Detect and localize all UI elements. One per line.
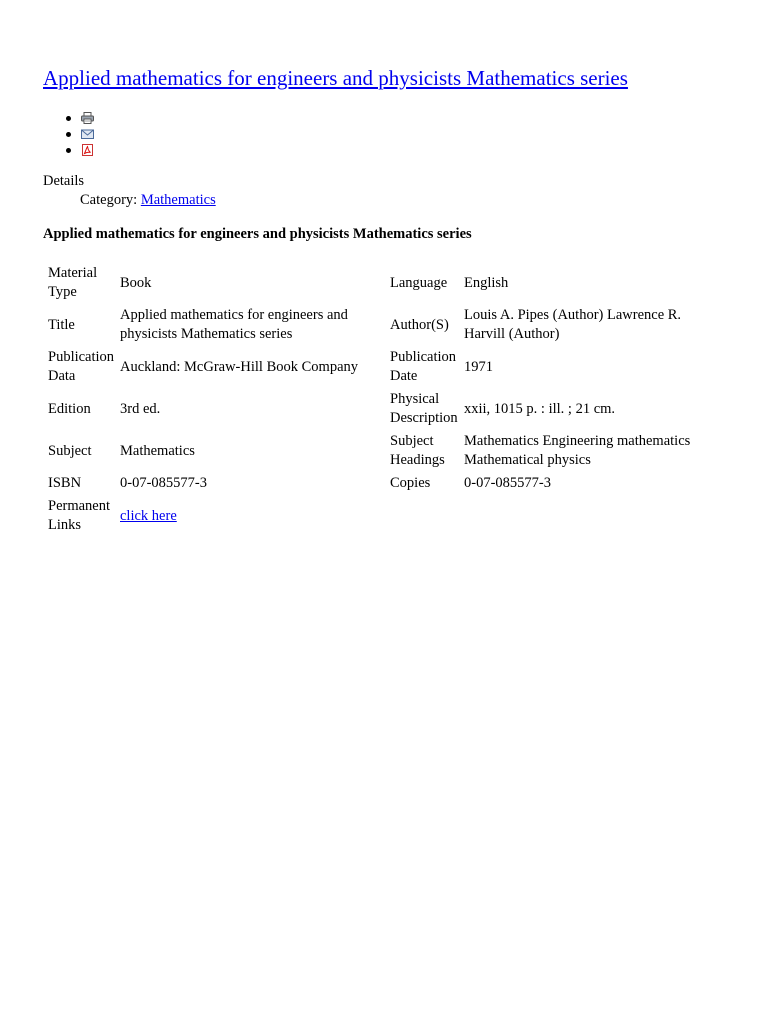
table-row xyxy=(47,263,701,303)
language-label: Language xyxy=(390,274,448,291)
book-heading: Applied mathematics for engineers and physicists Mathematics series xyxy=(43,226,472,242)
permanent-links-cell xyxy=(119,496,387,536)
authors-value: Louis A. Pipes (Author) Lawrence R. Harvill (Author) xyxy=(464,307,682,342)
table-row xyxy=(47,305,701,345)
copies-value: 0-07-085577-3 xyxy=(464,475,551,491)
category-label: Category: xyxy=(80,192,138,208)
book-details-table xyxy=(45,261,703,538)
table-row xyxy=(47,389,701,429)
edition-label: Edition xyxy=(48,400,91,417)
edition-value: 3rd ed. xyxy=(120,400,161,417)
language-value: English xyxy=(464,274,509,291)
physical-description-label: Physical Description xyxy=(390,391,458,426)
publication-date-value: 1971 xyxy=(464,358,493,375)
isbn-label: ISBN xyxy=(48,475,82,491)
subject-headings-label: Subject Headings xyxy=(390,433,445,468)
publication-date-label: Publication Date xyxy=(390,349,457,384)
category-link[interactable]: Mathematics xyxy=(140,192,216,208)
physical-description-value: xxii, 1015 p. : ill. ; 21 cm. xyxy=(464,400,616,417)
material-type-label: Material Type xyxy=(48,265,98,300)
subject-value: Mathematics xyxy=(120,442,195,459)
table-row xyxy=(47,496,701,536)
title-label: Title xyxy=(48,316,75,333)
table-row xyxy=(47,431,701,471)
page-title-link[interactable]: Applied mathematics for engineers and physicists Mathematics series xyxy=(43,66,628,90)
publication-data-value: Auckland: McGraw-Hill Book Company xyxy=(120,358,359,375)
isbn-value: 0-07-085577-3 xyxy=(120,475,207,491)
details-label: Details xyxy=(43,173,85,189)
material-type-value: Book xyxy=(120,274,152,291)
authors-label: Author(S) xyxy=(390,316,449,333)
pdf-icon[interactable] xyxy=(81,144,94,156)
empty-cell xyxy=(463,496,701,536)
email-icon[interactable] xyxy=(81,128,94,140)
publication-data-label: Publication Data xyxy=(48,349,115,384)
copies-label: Copies xyxy=(390,475,431,491)
printer-icon[interactable] xyxy=(81,112,94,124)
table-row xyxy=(47,347,701,387)
category-line xyxy=(80,191,216,210)
empty-cell xyxy=(389,496,461,536)
page-title xyxy=(43,64,628,92)
subject-headings-value: Mathematics Engineering mathematics Mathematical physics xyxy=(464,433,691,468)
permanent-link[interactable]: click here xyxy=(120,507,177,524)
permanent-links-label: Permanent Links xyxy=(48,498,111,533)
subject-label: Subject xyxy=(48,442,92,459)
title-value: Applied mathematics for engineers and physicists Mathematics series xyxy=(120,307,348,342)
table-row xyxy=(47,473,701,494)
